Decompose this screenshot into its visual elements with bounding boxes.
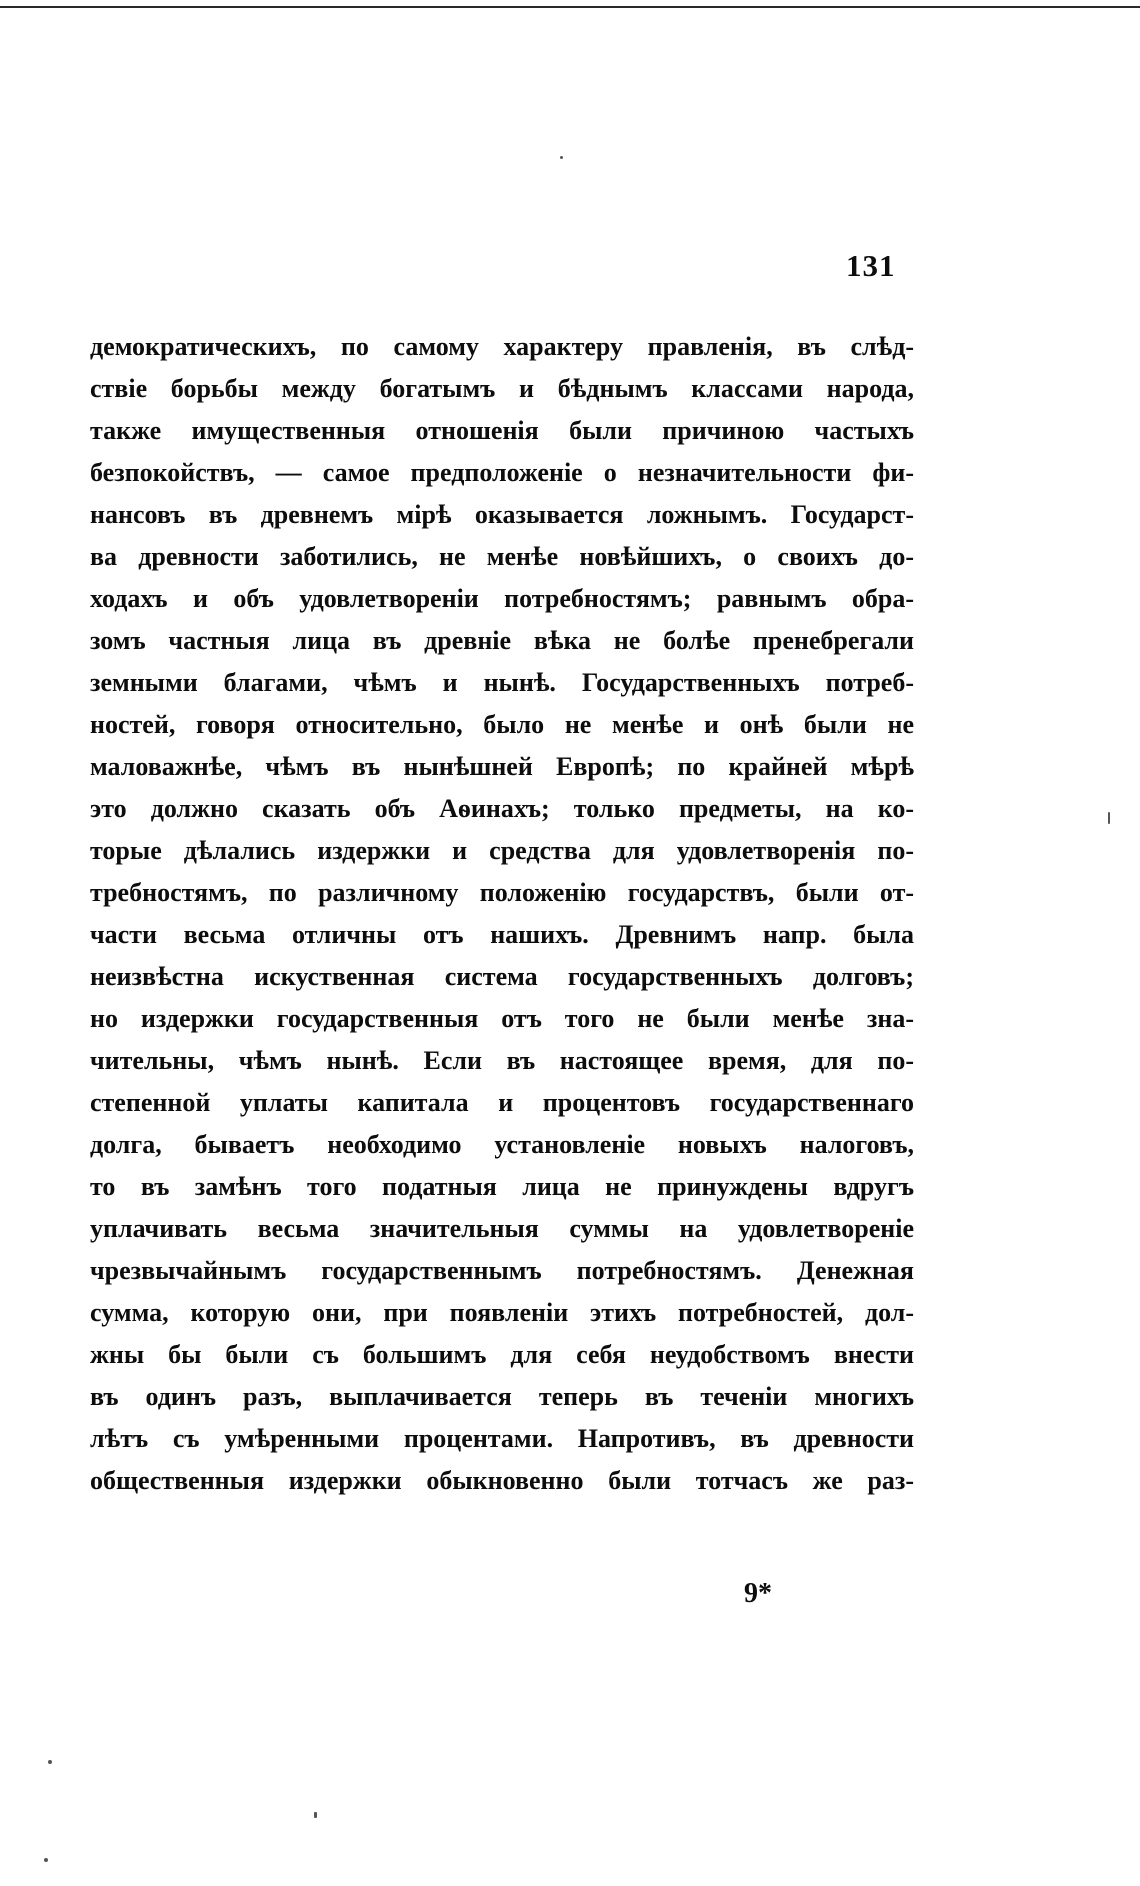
text-line: маловажнѣе, чѣмъ въ нынѣшней Европѣ; по крайней мѣрѣ <box>90 752 914 781</box>
paper-speck <box>314 1812 317 1818</box>
text-line: ходахъ и объ удовлетвореніи потребностямъ; равнымъ обра- <box>90 584 914 613</box>
text-line: безпокойствъ, — самое предположеніе о незначительности фи- <box>90 458 914 487</box>
text-line: торые дѣлались издержки и средства для удовлетворенія по- <box>90 836 914 865</box>
text-line: общественныя издержки обыкновенно были тотчасъ же раз- <box>90 1466 914 1495</box>
text-line: чительны, чѣмъ нынѣ. Если въ настоящее время, для по- <box>90 1046 914 1075</box>
text-line: требностямъ, по различному положенію государствъ, были от- <box>90 878 914 907</box>
text-line: то въ замѣнъ того податныя лица не принуждены вдругъ <box>90 1172 914 1201</box>
text-line: земными благами, чѣмъ и нынѣ. Государственныхъ потреб- <box>90 668 914 697</box>
paper-speck <box>1108 812 1110 824</box>
text-line: сумма, которую они, при появленіи этихъ потребностей, дол- <box>90 1298 914 1327</box>
text-line: также имущественныя отношенія были причиною частыхъ <box>90 416 914 445</box>
page-number: 131 <box>846 248 896 283</box>
text-line: долга, бываетъ необходимо установленіе новыхъ налоговъ, <box>90 1130 914 1159</box>
text-line: въ одинъ разъ, выплачивается теперь въ теченіи многихъ <box>90 1382 914 1411</box>
text-line: неизвѣстна искуственная система государственныхъ долговъ; <box>90 962 914 991</box>
text-line: лѣтъ съ умѣренными процентами. Напротивъ, въ древности <box>90 1424 914 1453</box>
text-line: ствіе борьбы между богатымъ и бѣднымъ классами народа, <box>90 374 914 403</box>
text-line: степенной уплаты капитала и процентовъ государственнаго <box>90 1088 914 1117</box>
text-line: демократическихъ, по самому характеру правленія, въ слѣд- <box>90 332 914 361</box>
body-paragraph <box>90 326 914 1502</box>
text-line: но издержки государственныя отъ того не были менѣе зна- <box>90 1004 914 1033</box>
text-line: ва древности заботились, не менѣе новѣйшихъ, о своихъ до- <box>90 542 914 571</box>
paper-speck <box>44 1858 48 1862</box>
text-line: уплачивать весьма значительныя суммы на удовлетвореніе <box>90 1214 914 1243</box>
paper-speck <box>560 156 563 159</box>
printer-signature-mark: 9* <box>744 1578 772 1609</box>
text-line: это должно сказать объ Аѳинахъ; только предметы, на ко- <box>90 794 914 823</box>
text-line: нансовъ въ древнемъ мірѣ оказывается ложнымъ. Государст- <box>90 500 914 529</box>
paper-speck <box>48 1760 52 1764</box>
text-line: жны бы были съ большимъ для себя неудобствомъ внести <box>90 1340 914 1369</box>
text-line: чрезвычайнымъ государственнымъ потребностямъ. Денежная <box>90 1256 914 1285</box>
text-line: части весьма отличны отъ нашихъ. Древнимъ напр. была <box>90 920 914 949</box>
text-line: ностей, говоря относительно, было не менѣе и онѣ были не <box>90 710 914 739</box>
text-line: зомъ частныя лица въ древніе вѣка не болѣе пренебрегали <box>90 626 914 655</box>
top-border-rule <box>0 6 1140 8</box>
